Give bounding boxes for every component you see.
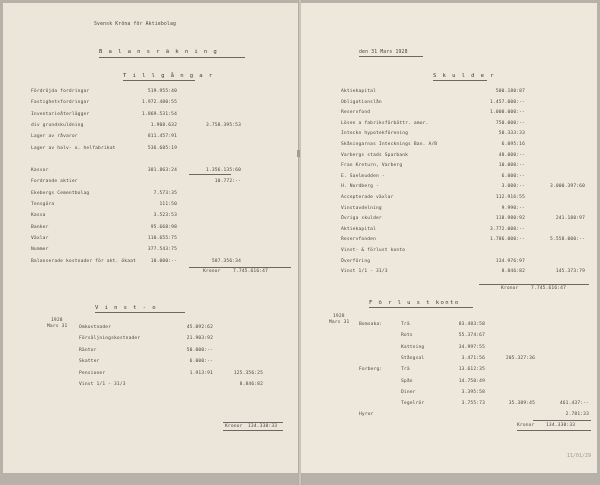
- liability-amount: 500.180:87: [495, 89, 525, 94]
- liability-amount: 10.000:--: [498, 163, 525, 169]
- liability-label: H. Nordberg -: [341, 184, 379, 190]
- asset-label: Inventarieåterlägger: [31, 111, 90, 117]
- forlust-underline: [369, 307, 473, 308]
- liabilities-total-label: Kronor: [501, 286, 519, 291]
- liability-label: Aktiekapital: [341, 226, 376, 232]
- forlust-amount: 13.612:35: [458, 367, 485, 373]
- vinst-date: Mars 31: [47, 324, 68, 329]
- forlust-subtotal: 35.389:45: [508, 401, 535, 407]
- vinst-subtotal: 8.846:82: [239, 382, 263, 387]
- asset-amount: 95.668:98: [150, 224, 177, 230]
- forlust-total-label: Kronor: [517, 423, 535, 428]
- forlust-sub: Trä: [401, 367, 410, 373]
- balance-title: B a l a n s r ä k n i n g: [99, 49, 219, 55]
- forlust-date: Mars 31: [329, 320, 350, 325]
- company-header: Svensk Kröna för Aktiebolag: [94, 22, 177, 27]
- forlust-title: F ö r l u s t konto: [369, 300, 460, 306]
- vinst-label: Pensioner: [79, 370, 106, 376]
- forlust-sub: Spån: [401, 378, 413, 384]
- liability-label: Lösen a fabriksförbättr. amor.: [341, 120, 429, 126]
- forlust-label: Forberg:: [359, 367, 383, 373]
- vinst-total-rule: [223, 422, 283, 423]
- forlust-sub: Kattning: [401, 344, 425, 350]
- liability-amount: 48.000:--: [498, 152, 525, 158]
- liability-amount: 112.916:55: [495, 195, 525, 200]
- liability-label: Accepterade växlar: [341, 195, 394, 200]
- assets-title: T i l l g å n g a r: [123, 73, 214, 79]
- assets-total-label: Kronor: [203, 269, 221, 274]
- vinst-label: Försäljningskostnader: [79, 336, 141, 342]
- asset-label: Kassa: [31, 213, 46, 219]
- forlust-subtotal: 205.327:36: [505, 355, 535, 361]
- balance-date: den 31 Mars 1928: [359, 50, 408, 55]
- asset-label: Ekebergs Cementbolag: [31, 190, 90, 196]
- forlust-amount: 3.471:56: [461, 355, 485, 361]
- vinst-amount: 6.000:--: [189, 359, 213, 365]
- forlust-sub: Tegelrör: [401, 401, 425, 407]
- liabilities-total: 7.745.616:47: [531, 286, 566, 291]
- liability-amount: 118.980:92: [495, 216, 525, 222]
- forlust-amount: 14.750:49: [458, 378, 485, 384]
- forlust-total: 134.338:33: [546, 423, 576, 428]
- asset-amount: 519.955:40: [147, 89, 177, 94]
- asset-label: Balanserade kostnader för akt. ökaat: [31, 258, 136, 264]
- asset-label: Tensgöra: [31, 202, 55, 207]
- liability-subtotal: 145.373:79: [555, 269, 585, 275]
- liability-label: Varbergs stads Sparbank: [341, 152, 409, 158]
- forlust-sub: Diner: [401, 389, 416, 395]
- archive-tag: 11/01/29: [566, 453, 591, 459]
- liability-label: Övriga skulder: [341, 216, 382, 222]
- liability-subtotal: 3.000.397:60: [550, 184, 585, 190]
- asset-label: div grundskuldning: [31, 122, 84, 128]
- liability-label: Vinstavdelning: [341, 205, 382, 211]
- asset-amount: 1.972.480:55: [142, 100, 177, 106]
- asset-label: Nummer: [31, 247, 49, 253]
- liability-label: Inteckn hypotekförening: [341, 131, 409, 137]
- forlust-sub: Trä: [401, 322, 410, 327]
- vinst-amount: 1.913:91: [189, 370, 213, 376]
- asset-amount: 536.685:19: [147, 145, 177, 151]
- liability-amount: 8.846:82: [501, 269, 525, 275]
- asset-amount: 10.000:--: [150, 258, 177, 264]
- liabilities-title: S k u l d e r: [433, 73, 495, 79]
- asset-label: Fördröjda fordringar: [31, 89, 90, 94]
- asset-amount: 377.543:75: [147, 247, 177, 253]
- liability-label: Reservfonden: [341, 237, 376, 243]
- vinst-total-underline: [223, 430, 283, 431]
- liability-amount: 50.333:33: [498, 131, 525, 137]
- asset-label: Lager av halv- o. helfabrikat: [31, 145, 116, 151]
- liability-amount: 1.000.000:--: [490, 110, 525, 116]
- asset-subrule: [189, 174, 231, 175]
- liability-subtotal: 241.180:97: [555, 216, 585, 222]
- liability-amount: 6.000:--: [501, 173, 525, 179]
- forlust-label: Bomsaka:: [359, 322, 383, 327]
- liability-amount: 750.000:--: [495, 120, 525, 126]
- vinst-amount: 50.000:--: [186, 347, 213, 353]
- vinst-total: 134.338:33: [248, 424, 278, 429]
- liability-label: Aktiekapital: [341, 89, 376, 94]
- asset-amount: 1.908.632: [150, 122, 177, 128]
- vinst-total-label: Kronor: [225, 424, 243, 429]
- asset-amount: 381.863:24: [147, 168, 177, 174]
- asset-subtotal: 10.772:--: [214, 179, 241, 185]
- title-underline: [99, 57, 245, 58]
- liability-label: Skåningarnas Intecknings Ban. A/B: [341, 142, 438, 147]
- asset-label: Fordrande aktier: [31, 179, 78, 185]
- assets-total-rule: [189, 267, 291, 268]
- liability-label: Obligationslån: [341, 99, 382, 105]
- forlust-total-col: 2.781:33: [565, 412, 589, 418]
- liability-label: Fran Kreturn, Varberg: [341, 163, 403, 169]
- liability-label: Vinst 1/1 - 31/3: [341, 269, 388, 275]
- vinst-label: Räntor: [79, 347, 97, 353]
- asset-label: Lager av råvaror: [31, 134, 78, 140]
- asset-label: Fastighetsfordringar: [31, 100, 90, 106]
- forlust-label: Hyror: [359, 412, 374, 418]
- left-page: [3, 3, 299, 473]
- asset-subtotal: 3.758.395:53: [206, 122, 241, 128]
- forlust-amount: 34.997:55: [458, 344, 485, 350]
- liabilities-underline: [433, 80, 487, 81]
- vinst-label: Omkostnader: [79, 325, 112, 330]
- asset-amount: 7.573:35: [153, 190, 177, 196]
- vinst-amount: 21.903:92: [186, 336, 213, 342]
- vinst-underline: [95, 312, 185, 313]
- liability-amount: 3.772.000:--: [490, 226, 525, 232]
- forlust-amount: 3.395:58: [461, 389, 485, 395]
- forlust-total-col: 461.437:--: [559, 401, 589, 407]
- forlust-total-underline: [517, 430, 591, 431]
- date-underline: [359, 56, 423, 57]
- assets-total: 7.745.616:47: [233, 269, 268, 274]
- forlust-amount: 83.483:58: [458, 322, 485, 327]
- forlust-amount: 55.374:67: [458, 333, 485, 339]
- liability-subtotal: 5.558.000:--: [550, 237, 585, 243]
- asset-subtotal: 1.356.135:60: [206, 168, 241, 174]
- vinst-label: Skatter: [79, 359, 100, 365]
- asset-amount: 811.457:91: [147, 134, 177, 140]
- vinst-amount: 45.092:62: [186, 325, 213, 330]
- forlust-amount: 3.755:73: [461, 401, 485, 407]
- asset-amount: 3.523:53: [153, 213, 177, 219]
- vinst-title: V i n s t - o: [95, 305, 157, 311]
- forlust-total-rule: [533, 420, 591, 421]
- liability-amount: 1.457.000:--: [490, 99, 525, 105]
- forlust-sub: Rots: [401, 333, 413, 339]
- assets-underline: [123, 80, 195, 81]
- liability-amount: 6.095:16: [501, 142, 525, 147]
- liabilities-total-rule: [479, 284, 589, 285]
- liability-amount: 134.976:97: [495, 258, 525, 264]
- vinst-subtotal: 125.356:25: [233, 370, 263, 376]
- liability-label: Överföring: [341, 258, 371, 264]
- liability-amount: 3.000:--: [501, 184, 525, 190]
- liability-label: E. Saelmudden -: [341, 173, 385, 179]
- asset-amount: 1.869.531:54: [142, 111, 177, 117]
- asset-label: Växlar: [31, 235, 49, 241]
- vinst-label: Vinst 1/1 - 31/3: [79, 382, 126, 387]
- liability-amount: 1.786.000:--: [490, 237, 525, 243]
- asset-amount: 111:50: [159, 202, 177, 207]
- asset-label: Kassor: [31, 168, 49, 174]
- liability-amount: 9.990:--: [501, 205, 525, 211]
- forlust-sub: Stångsal: [401, 355, 425, 361]
- asset-amount: 110.655:75: [147, 235, 177, 241]
- binding-mark: [297, 150, 300, 157]
- vinst-year: 1928: [51, 318, 63, 323]
- right-page: [301, 3, 597, 473]
- asset-label: Banker: [31, 224, 49, 230]
- liability-label: Vinst- & förlust konto: [341, 248, 406, 253]
- forlust-year: 1928: [333, 314, 345, 319]
- liability-label: Reservfond: [341, 110, 371, 116]
- asset-subtotal: 587.356:34: [211, 258, 241, 264]
